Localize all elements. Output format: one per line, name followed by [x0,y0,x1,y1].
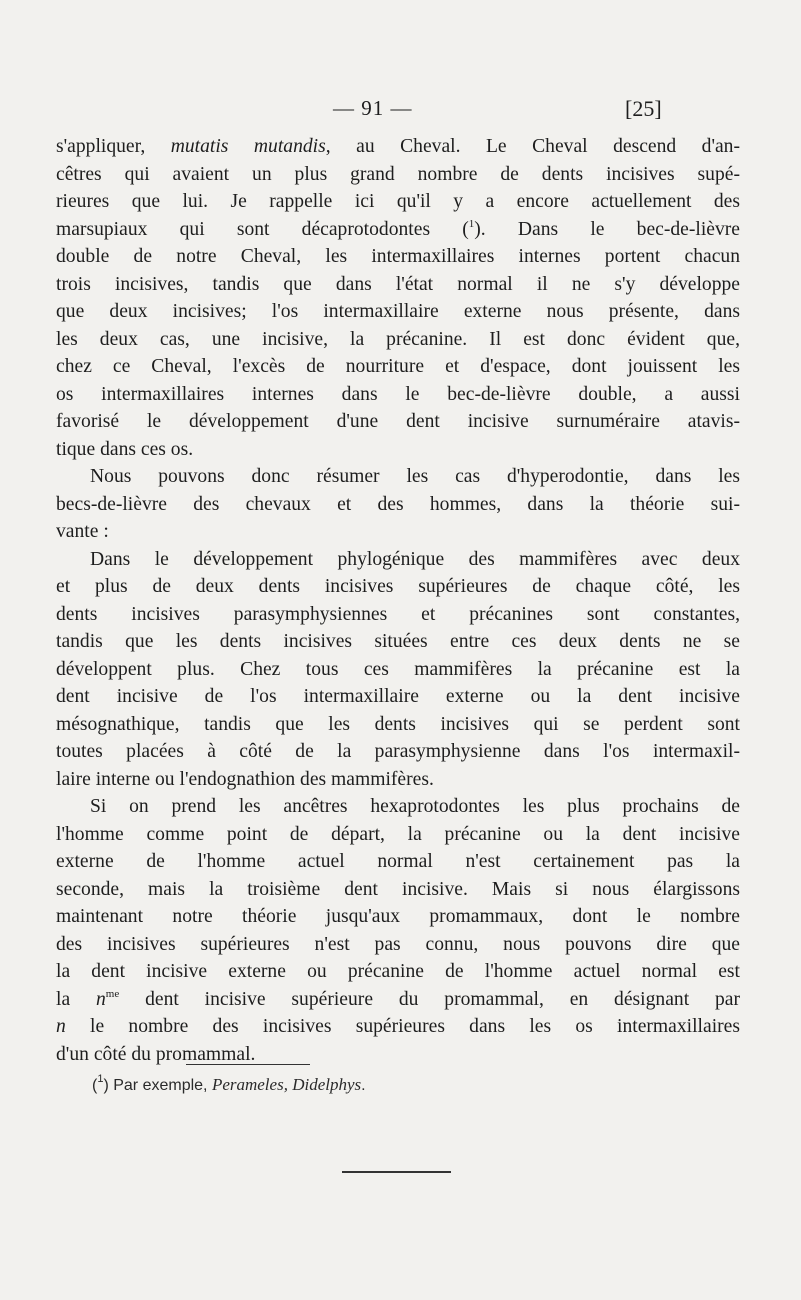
text-run: s'appliquer, [56,136,171,157]
text-line: laire interne ou l'endognathion des mammifères. [56,768,434,790]
text-line: Dans le développement phylogénique des mammifères avec deux [90,548,740,570]
text-line: mésognathique, tandis que les dents incisives qui se perdent sont [56,713,740,735]
text-line [56,986,740,1014]
footnote-ref: 1 [468,217,475,230]
superscript: me [105,987,120,1000]
text-line: seconde, mais la troisième dent incisive. Mais si nous élargissons [56,878,740,900]
text-run: , au Cheval. Le Cheval descend d'an- [325,136,740,157]
italic-variable: n [95,988,106,1010]
italic-phrase: mutatis mutandis [170,136,326,157]
text-line: que deux incisives; l'os intermaxillaire externe nous présente, dans [56,301,740,322]
text-run: marsupiaux qui sont décaprotodontes ( [56,218,469,240]
footnote-italic: Perameles, Didelphys [211,1075,362,1094]
text-line: cêtres qui avaient un plus grand nombre de dents incisives supé- [56,163,740,185]
text-line: double de notre Cheval, les intermaxillaires internes portent chacun [56,246,740,267]
text-line: chez ce Cheval, l'excès de nourriture et d'espace, dont jouissent les [56,356,740,377]
text-line [56,216,740,244]
text-line: vante : [56,521,109,542]
page-number: — 91 — [333,96,413,120]
text-line: externe de l'homme actuel normal n'est certainement pas la [56,851,740,872]
footnote-marker-number: 1 [97,1073,104,1085]
text-line: dents incisives parasymphysiennes et précanines sont constantes, [56,603,740,625]
text-line: trois incisives, tandis que dans l'état normal il ne s'y développe [56,273,740,295]
page-header [0,96,801,126]
footnote-end: . [361,1077,366,1094]
footnote [92,1075,366,1095]
text-line: des incisives supérieures n'est pas connu, nous pouvons dire que [56,933,740,955]
footnote-marker-close: ) [103,1077,109,1094]
text-run: le nombre des incisives supérieures dans les os intermaxillaires [65,1016,740,1037]
body-text [56,133,740,1068]
end-rule [342,1171,451,1173]
text-line: os intermaxillaires internes dans le bec-de-lièvre double, a aussi [56,383,740,405]
text-line: la dent incisive externe ou précanine de l'homme actuel normal est [56,961,740,982]
text-line: rieures que lui. Je rappelle ici qu'il y a encore actuellement des [56,191,740,212]
text-line: les deux cas, une incisive, la précanine. Il est donc évident que, [56,328,740,350]
text-line: tandis que les dents incisives situées entre ces deux dents ne se [56,631,740,652]
footnote-marker-open: ( [92,1077,98,1094]
text-line [56,1013,740,1041]
text-line: tique dans ces os. [56,438,194,460]
text-line: d'un côté du promammal. [56,1043,256,1065]
text-line: Nous pouvons donc résumer les cas d'hyperodontie, dans les [90,466,740,487]
text-run: ). Dans le bec-de-lièvre [474,218,740,240]
text-line: l'homme comme point de départ, la précanine ou la dent incisive [56,823,740,845]
text-line [56,133,740,161]
text-run: la [56,988,96,1010]
text-line: maintenant notre théorie jusqu'aux promammaux, dont le nombre [56,906,740,927]
text-line: développent plus. Chez tous ces mammifères la précanine est la [56,658,740,680]
footnote-separator [186,1064,310,1065]
text-line: toutes placées à côté de la parasymphysienne dans l'os intermaxil- [56,741,740,762]
footnote-text: Par exemple, [108,1077,212,1094]
text-line: dent incisive de l'os intermaxillaire externe ou la dent incisive [56,686,740,707]
text-line: becs-de-lièvre des chevaux et des hommes, dans la théorie sui- [56,493,740,515]
text-line: et plus de deux dents incisives supérieures de chaque côté, les [56,576,740,597]
text-line: favorisé le développement d'une dent incisive surnuméraire atavis- [56,411,740,432]
section-number: [25] [625,96,662,121]
italic-variable: n [56,1016,66,1037]
text-run: dent incisive supérieure du promammal, en désignant par [119,988,740,1010]
text-line: Si on prend les ancêtres hexaprotodontes les plus prochains de [90,796,740,817]
